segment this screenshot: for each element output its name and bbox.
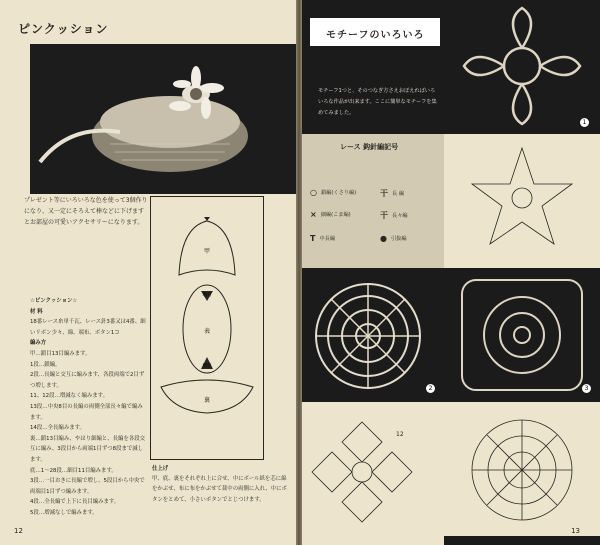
legend-item: 干 長 編	[380, 189, 405, 198]
materials: 18番レース糸単千瓦、レース針3番又は4番、細いリボン少々、綿、端布、ボタン1コ	[30, 319, 146, 336]
materials-label: 材 料	[30, 308, 43, 315]
double-crochet-icon: 干	[380, 189, 388, 198]
motif-chart-bottom-left	[302, 402, 444, 536]
step: 14段…全長編みます。	[30, 425, 85, 432]
page-title-left: ピンクッション	[18, 22, 109, 36]
motif-chart-star	[444, 134, 600, 268]
step: 2段…長編と交互に編みます、各段両端で2目ずつ増します。	[30, 372, 145, 389]
motif-number-3: 3	[582, 384, 591, 393]
step: 甲…鎖目13目編みます。	[30, 350, 91, 357]
step: 13段…中央8目の長編の両側全部長々編で編みます。	[30, 403, 143, 421]
label-c: 裏	[203, 397, 211, 404]
pincushion-photo	[30, 44, 296, 194]
motif-photo-1	[444, 0, 600, 134]
motif-chart-round	[444, 402, 600, 536]
legend-item: ● 引抜編	[380, 234, 407, 243]
legend-item: ○ 鎖編(くさり編)	[310, 188, 357, 197]
recipe-title: ☆ピンクッション☆	[30, 298, 78, 304]
page-number-right: 13	[571, 527, 580, 535]
slip-stitch-icon: ●	[380, 234, 387, 243]
legend-item: × 細編(こま編)	[310, 210, 351, 219]
legend-item: 干 長々編	[380, 211, 408, 220]
single-crochet-icon: ×	[310, 210, 317, 219]
motif-number-1: 1	[580, 118, 589, 127]
step: 4段…全長編で上下に長目編みます。	[30, 499, 120, 506]
motif-photo-3	[444, 268, 600, 402]
right-page	[302, 0, 600, 545]
motif-grid	[444, 0, 600, 545]
left-page	[0, 0, 296, 545]
method-label: 編み方	[30, 340, 47, 347]
step: 1段…鎖編。	[30, 361, 61, 368]
step: 5段…増減なしで編みます。	[30, 509, 98, 516]
description-text: モチーフ1つと、そのつなぎ方さえおぼえればいろいろな作品が出来ます。ここに簡単なモチーフを集めてみました。	[318, 88, 437, 116]
page-number-left: 12	[14, 527, 23, 535]
legend-title: レース 鈎針編記号	[340, 143, 399, 151]
label-fold2: 増目	[202, 364, 212, 369]
page-title-right: モチーフのいろいろ	[326, 30, 425, 41]
label-fold1: 増目	[202, 293, 212, 298]
step: 3段…一目おきに長編で増し、5段目から中央で両端目1目ずつ編みます。	[30, 478, 145, 495]
stitch-legend	[302, 134, 444, 268]
treble-crochet-icon: 干	[380, 211, 388, 220]
label-a: 甲	[203, 248, 211, 255]
pattern-diagram	[150, 196, 264, 460]
step: 裏…鎖13目編み、やはり細編と、長編を各段交互に編み、3段目から両端1目ずつ8段まで減します。	[30, 435, 145, 463]
recipe-text	[30, 296, 148, 518]
motif-photo-2	[302, 268, 444, 402]
finishing-text	[152, 464, 287, 505]
step: 底…1～28段…細目11目編みます。	[30, 467, 117, 474]
intro-text: プレゼント等にいろいろな色を使って3個作りになり、又一定にそろえて棒などに下げますとお部屋の可愛いアクセサリーになります。	[24, 197, 148, 226]
motif-number-2: 2	[426, 384, 435, 393]
half-double-icon: T	[310, 234, 316, 243]
finish-body: 甲、底、裏をそれぞれ上に合せ、中にボール紙を芯に綿をかぶせ、布に布をかぶせて裁中の両側に入れ、中にボタンをとめて、小さいボタンでとじつけます。	[152, 476, 287, 503]
finish-title: 仕上げ	[152, 466, 169, 472]
label-b: 表	[203, 328, 211, 335]
chart-num-12: 12	[396, 431, 404, 438]
legend-item: T 中長編	[310, 234, 336, 243]
step: 11、12段…増減なく編みます。	[30, 393, 108, 400]
chain-stitch-icon: ○	[310, 188, 317, 197]
